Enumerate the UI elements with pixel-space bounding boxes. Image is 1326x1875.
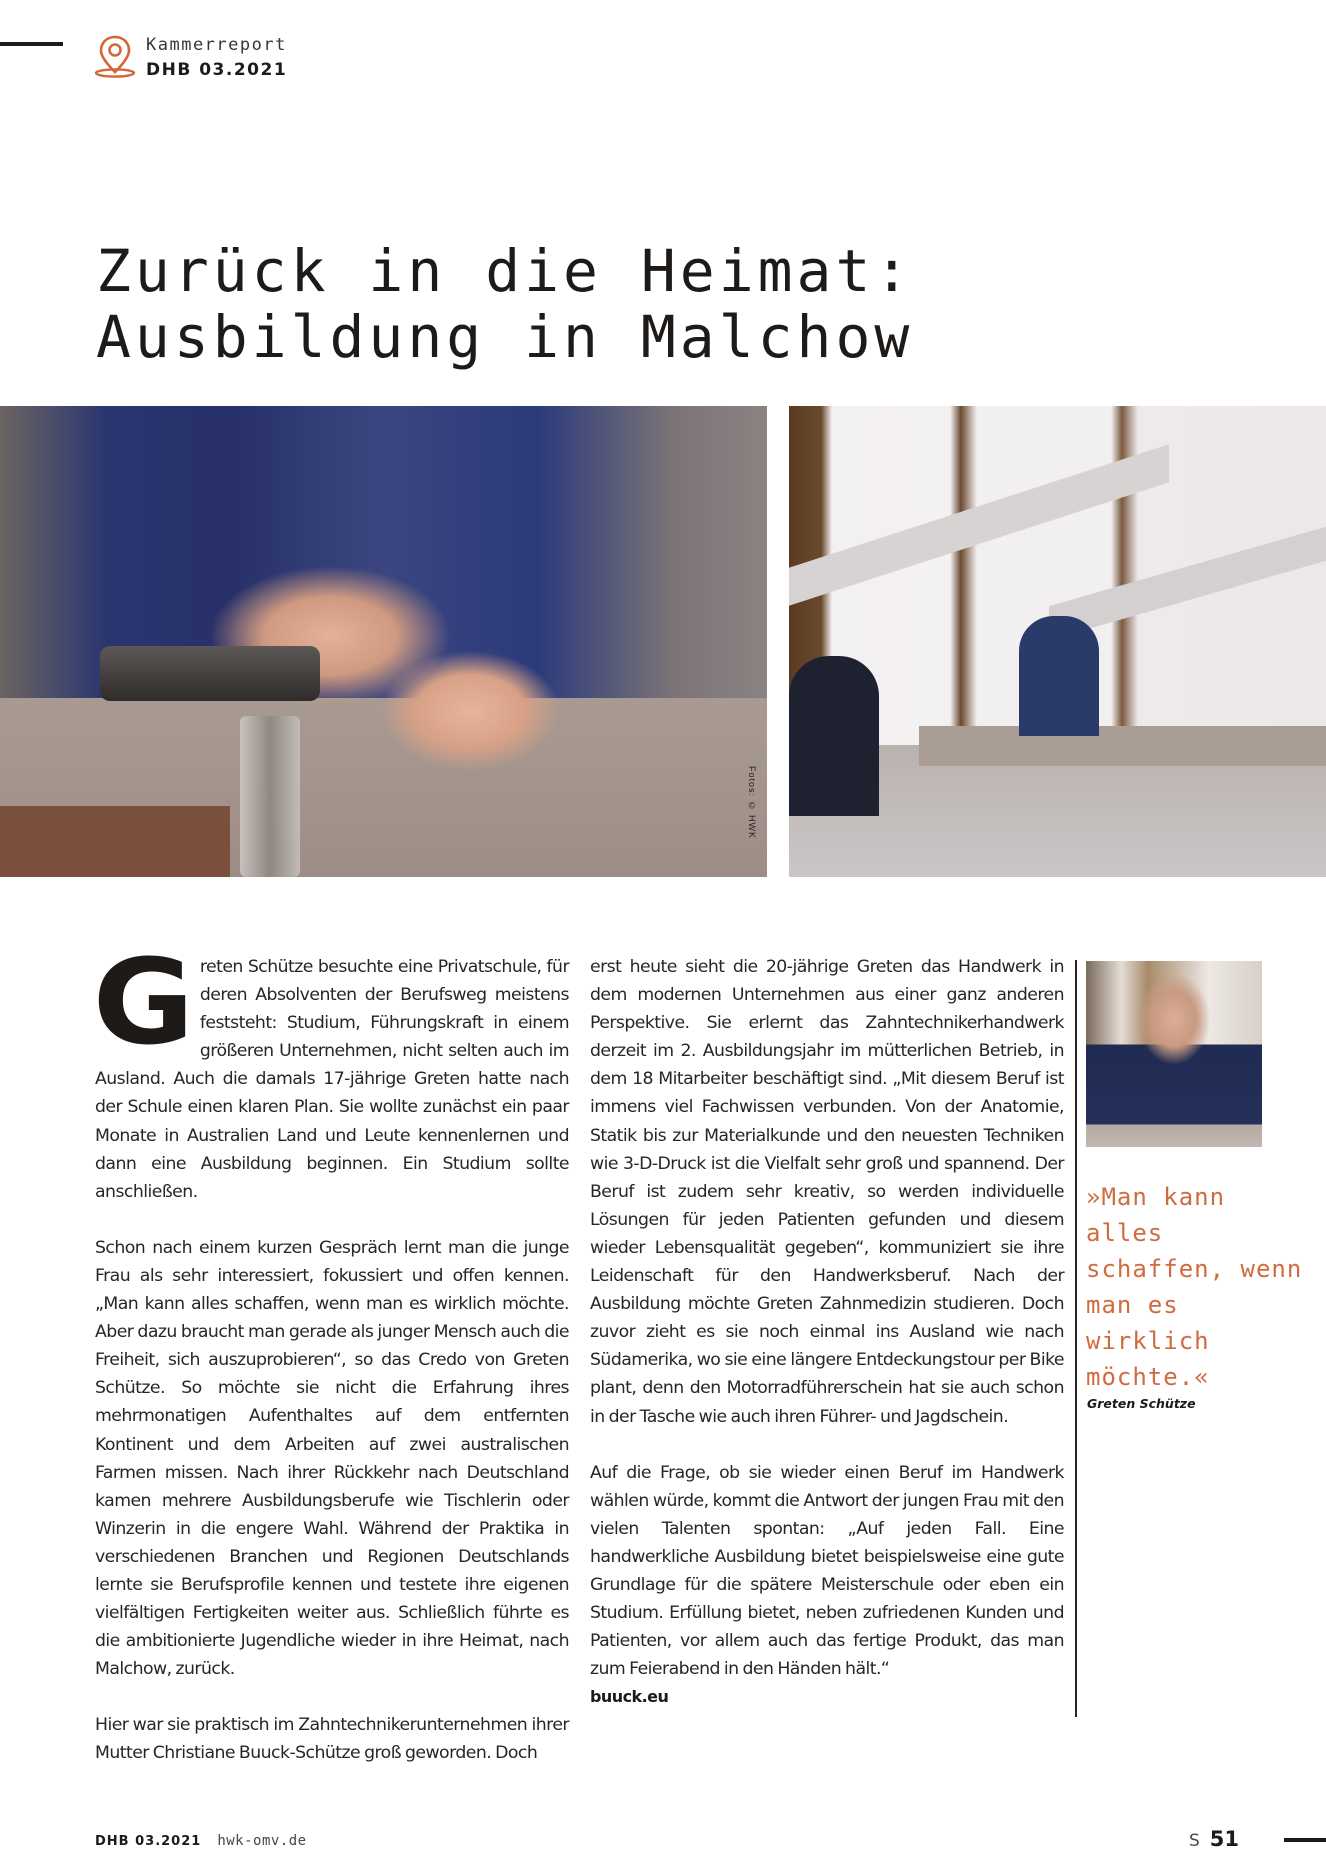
footer-url[interactable]: hwk-omv.de [217, 1833, 307, 1849]
drop-cap: G [92, 933, 193, 1071]
photo-detail-person [789, 656, 879, 816]
photo-workshop [789, 406, 1326, 877]
photo-detail-desk [919, 726, 1326, 766]
paragraph: Greten Schütze besuchte eine Privatschule, für deren Absolventen der Berufsweg meistens feststeht: Studium, Führungskraft in einem größeren Unternehmen, nicht selten auch im Ausland. Auch die damals 17-jährige Greten hatte nach der Schule einen klaren Plan. Sie wollte zunächst ein paar Monate in Australien Land und Leute kennenlernen und dann eine Ausbildung beginnen. Ein Studium sollte anschließen. [92, 933, 569, 1202]
photo-detail-lamp [1049, 526, 1326, 640]
page-number-block [1189, 1827, 1239, 1851]
location-pin-icon [94, 34, 136, 80]
footer-rule [1284, 1838, 1326, 1842]
website-link[interactable]: buuck.eu [590, 1687, 669, 1707]
page-prefix: S [1189, 1831, 1200, 1851]
photo-dental-technician-hands [0, 406, 767, 877]
page-header [94, 34, 287, 81]
column-divider [1075, 960, 1077, 1717]
title-line-2: Ausbildung in Malchow [96, 303, 914, 371]
page-number: 51 [1209, 1827, 1240, 1851]
paragraph: erst heute sieht die 20-jährige Greten das Handwerk in dem modernen Unternehmen aus einer ganz anderen Perspektive. Sie erlernt das Zahntechnikerhandwerk derzeit im 2. Ausbildungsjahr im mütterlichen Betrieb, in dem 18 Mitarbeiter beschäftigt sind. „Mit diesem Beruf ist immens viel Fachwissen verbunden. Von der Anatomie, Statik bis zur Materialkunde und den neuesten Techniken wie 3-D-Druck ist die Vielfalt sehr groß und spannend. Der Beruf ist zudem sehr kreativ, so werden individuelle Lösungen für jeden Patienten gefunden und diesem wieder Lebensqualität gegeben“, kommuniziert sie ihre Leidenschaft für den Handwerksberuf. Nach der Ausbildung möchte Greten Zahnmedizin studieren. Doch zuvor zieht es sie noch einmal ins Ausland wie nach Südamerika, wo sie eine längere Entdeckungstour per Bike plant, denn den Motorradführerschein hat sie auch schon in der Tasche wie auch ihren Führer- und Jagdschein. [590, 957, 1064, 1427]
paragraph: Auf die Frage, ob sie wieder einen Beruf im Handwerk wählen würde, kommt die Antwort der jungen Frau mit den vielen Talenten spontan: „Auf jeden Fall. Eine handwerkliche Ausbildung bietet beispielsweise eine gute Grundlage für die spätere Meisterschule oder eben ein Studium. Erfüllung bietet, neben zufriedenen Kunden und Patienten, vor allem auch das fertige Produkt, das man zum Feierabend in den Händen hält.“ [590, 1462, 1064, 1680]
photo-detail-person [1019, 616, 1099, 736]
paragraph: Hier war sie praktisch im Zahntechnikerunternehmen ihrer Mutter Christiane Buuck-Schütze groß geworden. Doch [95, 1715, 569, 1764]
footer-issue: DHB 03.2021 [95, 1834, 202, 1849]
photo-detail-lamp [789, 444, 1169, 605]
article-column-left [92, 933, 569, 1796]
photo-detail-foreground [0, 806, 230, 877]
photo-detail-post [240, 716, 300, 877]
portrait-photo [1086, 961, 1262, 1147]
paragraph: Schon nach einem kurzen Gespräch lernt man die junge Frau als sehr interessiert, fokussiert und offen kennen. „Man kann alles schaffen, wenn man es wirklich möchte. Aber dazu braucht man gerade als junger Mensch auch die Freiheit, sich auszuprobieren“, so das Credo von Greten Schütze. So möchte sie nicht die Erfahrung ihres mehrmonatigen Aufenthaltes auf dem entfernten Kontinent und dem Arbeiten auf zwei australischen Farmen missen. Nach ihrer Rückkehr nach Deutschland kamen mehrere Ausbildungsberufe wie Tischlerin oder Winzerin in die engere Wahl. Während der Praktika in verschiedenen Branchen und Regionen Deutschlands lernte sie Berufsprofile kennen und testete ihre eigenen vielfältigen Fertigkeiten weiter aus. Schließlich führte es die ambitionierte Jugendliche wieder in ihre Heimat, nach Malchow, zurück. [95, 1237, 569, 1680]
issue-label: DHB 03.2021 [146, 60, 288, 80]
article-title [96, 238, 913, 370]
pull-quote: »Man kann alles schaffen, wenn man es wirklich möchte.« [1086, 1183, 1303, 1391]
footer-left [95, 1833, 307, 1849]
photo-credit: Fotos: © HWK [747, 766, 757, 840]
title-line-1: Zurück in die Heimat: [96, 237, 914, 305]
section-label: Kammerreport [146, 35, 287, 55]
quote-author: Greten Schütze [1087, 1396, 1196, 1411]
article-column-middle [590, 953, 1064, 1711]
photo-detail-handpiece [100, 646, 320, 701]
header-rule [0, 42, 63, 46]
